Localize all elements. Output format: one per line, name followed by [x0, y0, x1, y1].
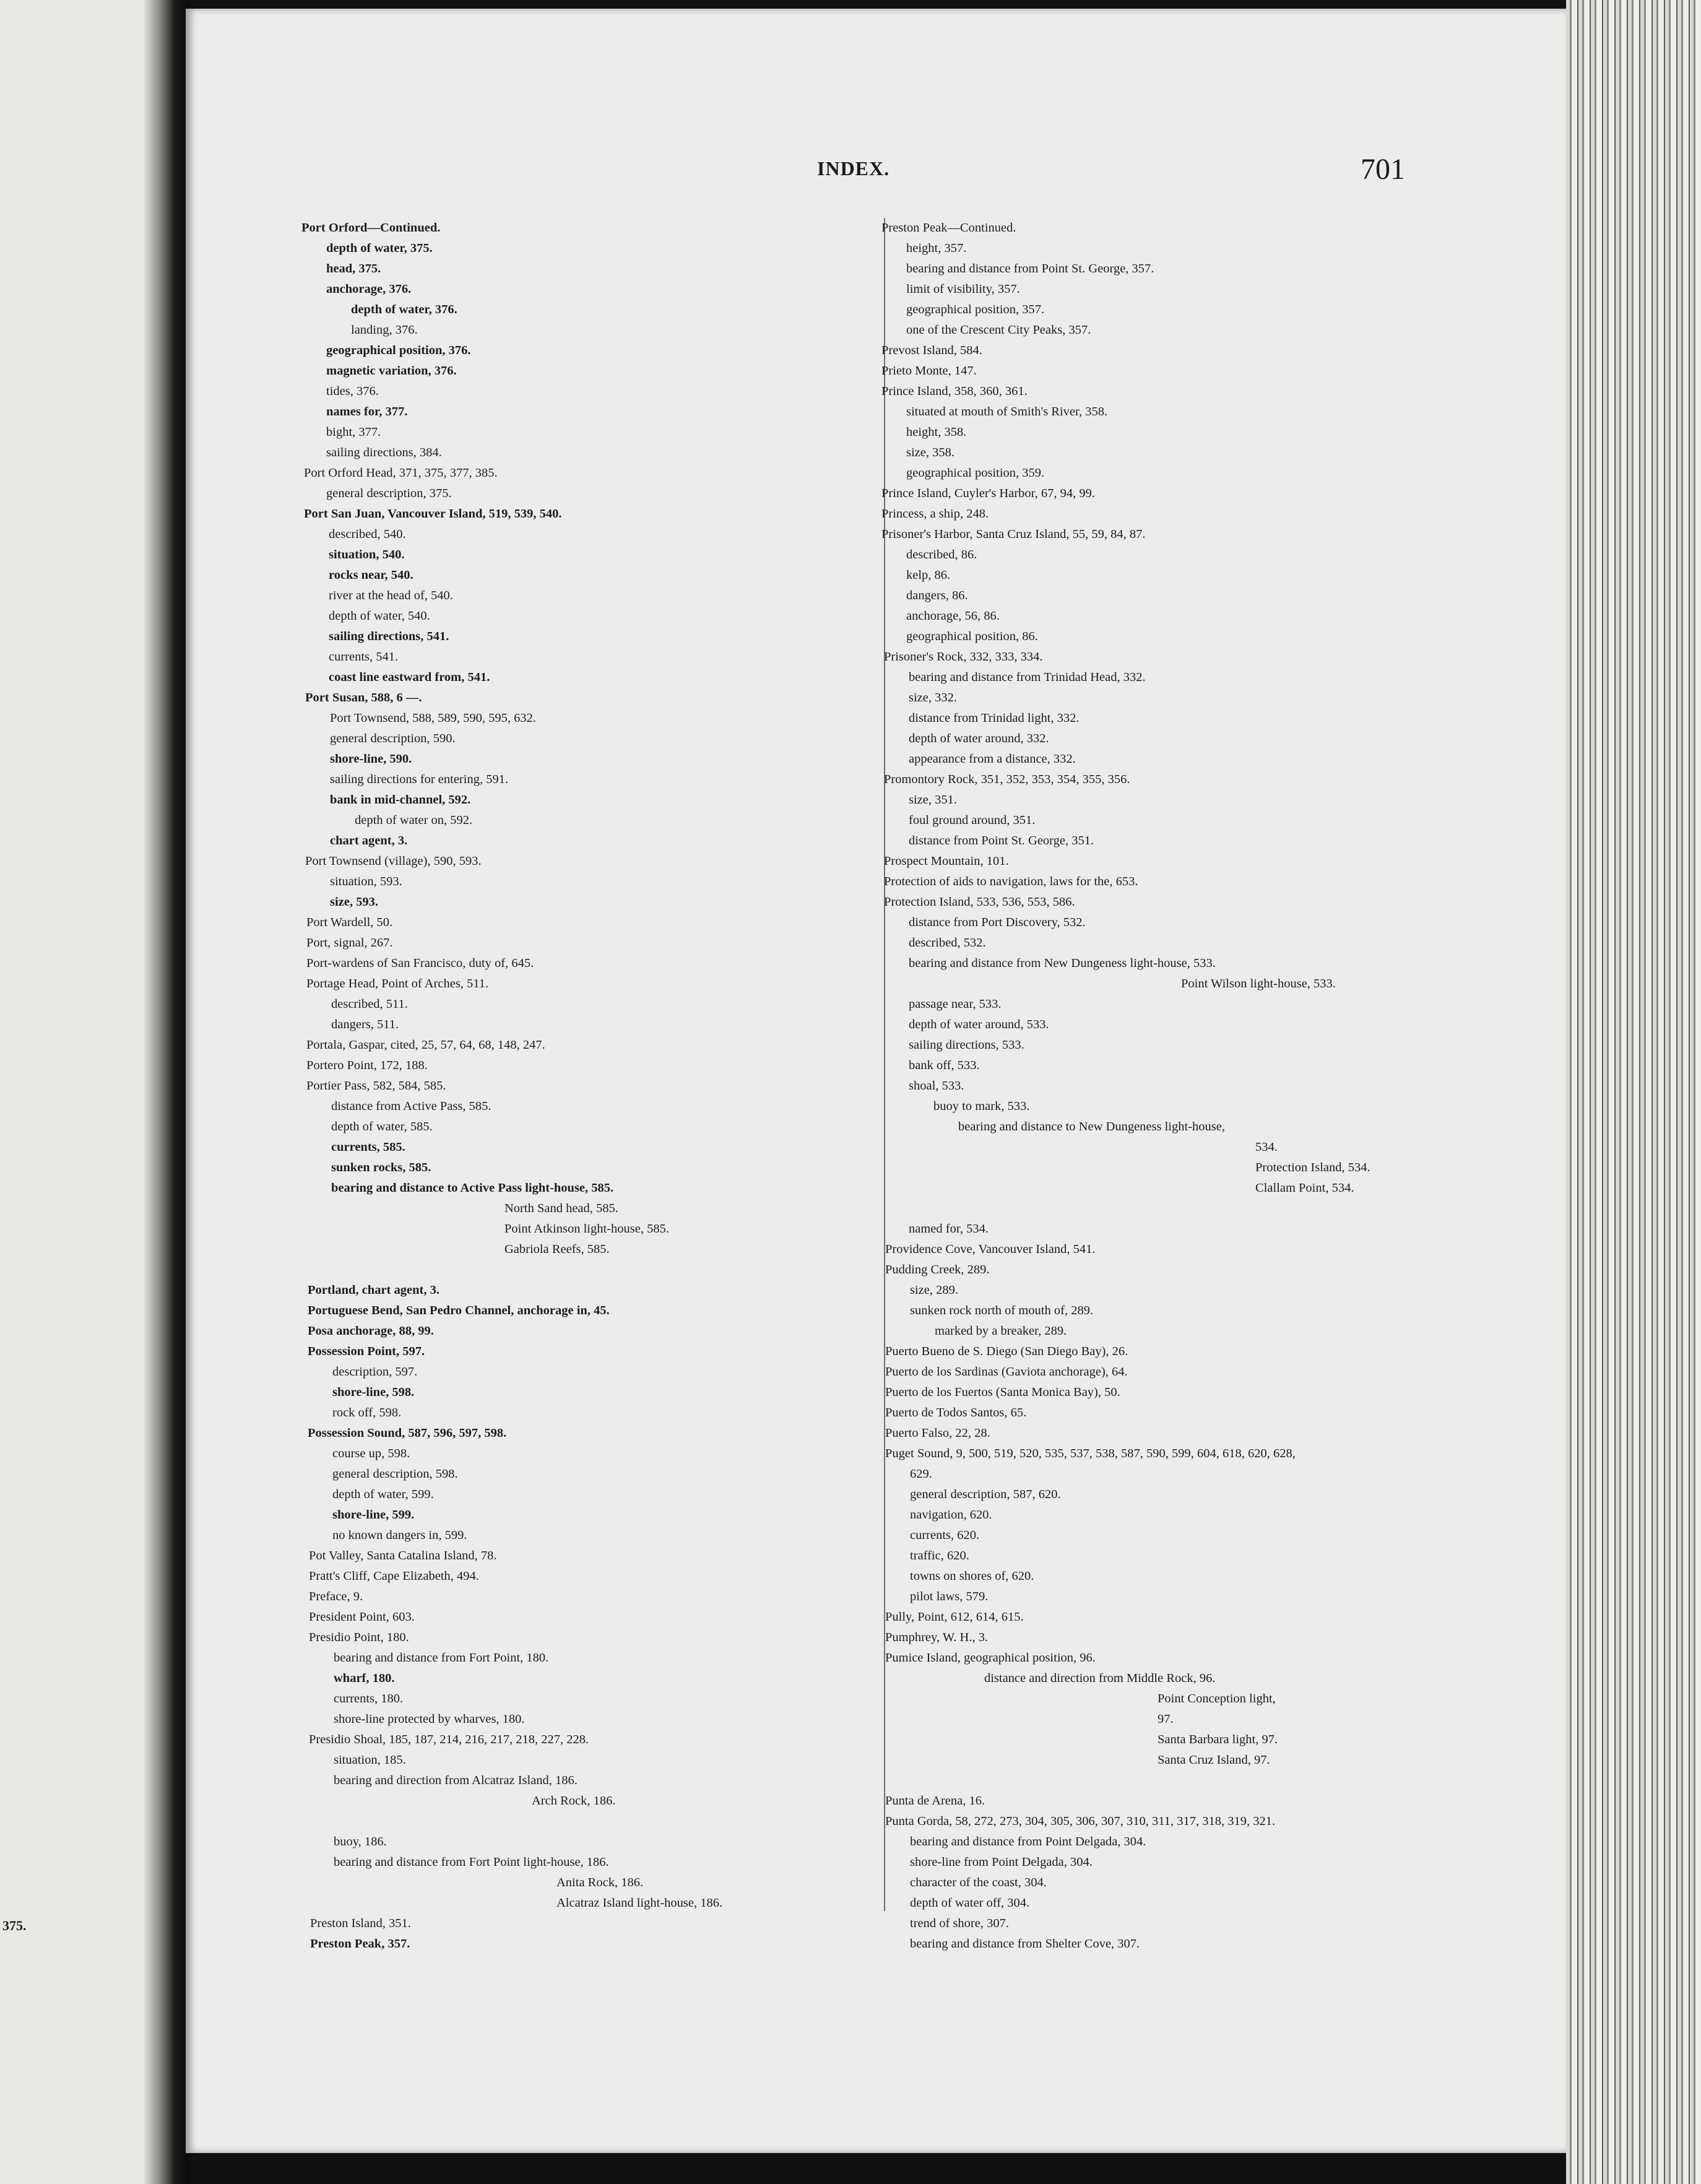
index-entry: pilot laws, 579.: [910, 1590, 989, 1603]
index-entry: appearance from a distance, 332.: [909, 752, 1076, 766]
index-entry: depth of water, 585.: [331, 1120, 433, 1133]
index-entry: Arch Rock, 186.: [532, 1794, 616, 1808]
index-entry: sailing directions, 384.: [326, 446, 442, 459]
index-entry: bearing and distance from Fort Point, 180.: [334, 1651, 549, 1665]
index-entry: shore-line from Point Delgada, 304.: [910, 1855, 1093, 1869]
index-entry: size, 593.: [330, 895, 378, 909]
index-entry: depth of water on, 592.: [355, 813, 473, 827]
index-entry: Pumice Island, geographical position, 96.: [885, 1651, 1096, 1665]
index-entry: chart agent, 3.: [330, 834, 408, 847]
index-entry: size, 332.: [909, 691, 957, 704]
index-entry: 629.: [910, 1467, 932, 1481]
index-spacer: [301, 1811, 982, 1832]
index-entry: Pully, Point, 612, 614, 615.: [885, 1610, 1024, 1624]
index-entry: river at the head of, 540.: [329, 589, 453, 602]
index-entry: sailing directions for entering, 591.: [330, 773, 509, 786]
index-entry: Puerto de los Fuertos (Santa Monica Bay), 50.: [885, 1385, 1120, 1399]
index-entry: Preface, 9.: [309, 1590, 363, 1603]
index-entry: Anita Rock, 186.: [556, 1876, 644, 1889]
index-entry: Presidio Point, 180.: [309, 1631, 409, 1644]
index-entry: no known dangers in, 599.: [332, 1528, 467, 1542]
index-entry: Port Orford Head, 371, 375, 377, 385.: [304, 466, 498, 480]
index-entry: Prisoner's Harbor, Santa Cruz Island, 55, 59, 84, 87.: [881, 527, 1146, 541]
index-entry: distance from Point St. George, 351.: [909, 834, 1094, 847]
index-entry: kelp, 86.: [906, 568, 951, 582]
index-column-left: [301, 218, 982, 1954]
index-entry: bearing and distance from Point St. George, 357.: [906, 262, 1154, 275]
index-entry: coast line eastward from, 541.: [329, 670, 490, 684]
index-entry: size, 358.: [906, 446, 954, 459]
index-entry: Puerto Bueno de S. Diego (San Diego Bay), 26.: [885, 1345, 1128, 1358]
index-entry: Prevost Island, 584.: [881, 344, 982, 357]
index-entry: named for, 534.: [909, 1222, 989, 1236]
index-entry: Port Wardell, 50.: [306, 916, 393, 929]
index-entry: bearing and distance from New Dungeness light-house, 533.: [909, 956, 1216, 970]
index-entry: Port, signal, 267.: [306, 936, 393, 950]
index-entry: bearing and distance from Fort Point light-house, 186.: [334, 1855, 609, 1869]
index-entry: head, 375.: [326, 262, 381, 275]
index-entry: Gabriola Reefs, 585.: [504, 1242, 610, 1256]
index-entry: sunken rock north of mouth of, 289.: [910, 1304, 1094, 1317]
index-entry: depth of water, 599.: [332, 1488, 434, 1501]
index-entry: Presidio Shoal, 185, 187, 214, 216, 217, 218, 227, 228.: [309, 1733, 589, 1746]
index-spacer: [881, 1198, 1562, 1219]
index-entry: description, 597.: [332, 1365, 418, 1379]
index-entry: bearing and distance from Trinidad Head, 332.: [909, 670, 1146, 684]
index-entry: distance from Port Discovery, 532.: [909, 916, 1086, 929]
index-entry: Alcatraz Island light-house, 186.: [556, 1896, 723, 1910]
page-edges: [1566, 0, 1701, 2184]
index-entry: Pudding Creek, 289.: [885, 1263, 990, 1276]
index-entry: distance from Active Pass, 585.: [331, 1099, 491, 1113]
index-entry: described, 532.: [909, 936, 986, 950]
index-entry: bearing and distance to New Dungeness light-house,: [958, 1120, 1225, 1133]
index-entry: general description, 587, 620.: [910, 1488, 1061, 1501]
index-entry: character of the coast, 304.: [910, 1876, 1047, 1889]
index-entry: rocks near, 540.: [329, 568, 413, 582]
index-entry: Santa Barbara light, 97.: [1158, 1733, 1278, 1746]
index-entry: depth of water around, 332.: [909, 732, 1049, 745]
index-entry: situation, 593.: [330, 875, 402, 888]
index-entry: Portage Head, Point of Arches, 511.: [306, 977, 489, 990]
index-page: [186, 9, 1566, 2153]
index-entry: Puerto Falso, 22, 28.: [885, 1426, 990, 1440]
index-entry: Pratt's Cliff, Cape Elizabeth, 494.: [309, 1569, 479, 1583]
index-entry: Prince Island, Cuyler's Harbor, 67, 94, 99.: [881, 487, 1096, 500]
index-entry: Protection Island, 533, 536, 553, 586.: [884, 895, 1075, 909]
previous-page-fragment: 375.: [2, 1918, 27, 1933]
index-entry: President Point, 603.: [309, 1610, 415, 1624]
index-entry: marked by a breaker, 289.: [935, 1324, 1067, 1338]
index-entry: general description, 590.: [330, 732, 456, 745]
index-column-right: [881, 218, 1562, 1954]
index-entry: wharf, 180.: [334, 1671, 395, 1685]
index-entry: situation, 540.: [329, 548, 405, 561]
index-entry: currents, 541.: [329, 650, 399, 664]
index-entry: Posa anchorage, 88, 99.: [308, 1324, 434, 1338]
index-entry: shoal, 533.: [909, 1079, 964, 1093]
index-entry: height, 358.: [906, 425, 967, 439]
index-entry: described, 86.: [906, 548, 977, 561]
index-entry: Prieto Monte, 147.: [881, 364, 977, 378]
index-entry: depth of water off, 304.: [910, 1896, 1030, 1910]
index-entry: Puget Sound, 9, 500, 519, 520, 535, 537, 538, 587, 590, 599, 604, 618, 620, 628,: [885, 1447, 1296, 1460]
index-entry: Preston Peak—Continued.: [881, 221, 1016, 235]
index-entry: sunken rocks, 585.: [331, 1161, 431, 1174]
index-entry: bearing and direction from Alcatraz Island, 186.: [334, 1774, 578, 1787]
index-entry: geographical position, 357.: [906, 303, 1045, 316]
index-entry: landing, 376.: [351, 323, 418, 337]
index-entry: 534.: [1255, 1140, 1278, 1154]
index-entry: depth of water around, 533.: [909, 1018, 1049, 1031]
index-entry: magnetic variation, 376.: [326, 364, 457, 378]
index-entry: passage near, 533.: [909, 997, 1002, 1011]
index-entry: navigation, 620.: [910, 1508, 992, 1522]
index-entry: Prisoner's Rock, 332, 333, 334.: [884, 650, 1043, 664]
index-entry: anchorage, 376.: [326, 282, 412, 296]
index-entry: Preston Island, 351.: [310, 1917, 411, 1930]
book-gutter: [144, 0, 188, 2184]
index-entry: Port Townsend, 588, 589, 590, 595, 632.: [330, 711, 537, 725]
previous-page-edge: [0, 0, 144, 2184]
index-entry: Protection Island, 534.: [1255, 1161, 1370, 1174]
index-entry: Puerto de los Sardinas (Gaviota anchorage), 64.: [885, 1365, 1128, 1379]
index-entry: shore-line protected by wharves, 180.: [334, 1712, 525, 1726]
index-entry: tides, 376.: [326, 384, 379, 398]
index-entry: Princess, a ship, 248.: [881, 507, 989, 521]
index-entry: Portier Pass, 582, 584, 585.: [306, 1079, 446, 1093]
index-entry: anchorage, 56, 86.: [906, 609, 1000, 623]
index-entry: bearing and distance from Point Delgada, 304.: [910, 1835, 1146, 1848]
index-entry: trend of shore, 307.: [910, 1917, 1009, 1930]
index-entry: Port Orford—Continued.: [301, 221, 441, 235]
index-entry: Santa Cruz Island, 97.: [1158, 1753, 1270, 1767]
index-entry: currents, 620.: [910, 1528, 980, 1542]
index-entry: size, 351.: [909, 793, 957, 807]
index-entry: towns on shores of, 620.: [910, 1569, 1034, 1583]
index-entry: Protection of aids to navigation, laws for the, 653.: [884, 875, 1138, 888]
index-entry: depth of water, 376.: [351, 303, 457, 316]
index-entry: currents, 180.: [334, 1692, 404, 1705]
index-entry: distance and direction from Middle Rock, 96.: [984, 1671, 1216, 1685]
index-entry: shore-line, 590.: [330, 752, 412, 766]
index-entry: rock off, 598.: [332, 1406, 402, 1419]
index-entry: North Sand head, 585.: [504, 1202, 618, 1215]
index-entry: Possession Sound, 587, 596, 597, 598.: [308, 1426, 507, 1440]
index-entry: Portland, chart agent, 3.: [308, 1283, 439, 1297]
index-entry: Clallam Point, 534.: [1255, 1181, 1354, 1195]
index-entry: Preston Peak, 357.: [310, 1937, 410, 1951]
index-entry: traffic, 620.: [910, 1549, 969, 1562]
index-entry: Providence Cove, Vancouver Island, 541.: [885, 1242, 1096, 1256]
index-entry: Portala, Gaspar, cited, 25, 57, 64, 68, 148, 247.: [306, 1038, 545, 1052]
index-entry: Promontory Rock, 351, 352, 353, 354, 355, 356.: [884, 773, 1130, 786]
index-entry: Point Wilson light-house, 533.: [1181, 977, 1336, 990]
index-entry: 97.: [1158, 1712, 1174, 1726]
index-entry: one of the Crescent City Peaks, 357.: [906, 323, 1091, 337]
index-entry: described, 511.: [331, 997, 408, 1011]
index-entry: geographical position, 376.: [326, 344, 471, 357]
index-entry: Port-wardens of San Francisco, duty of, 645.: [306, 956, 534, 970]
index-entry: bank off, 533.: [909, 1059, 980, 1072]
index-entry: depth of water, 540.: [329, 609, 430, 623]
index-entry: situation, 185.: [334, 1753, 406, 1767]
index-entry: Pumphrey, W. H., 3.: [885, 1631, 989, 1644]
index-entry: Point Conception light,: [1158, 1692, 1276, 1705]
running-head: INDEX.: [817, 157, 890, 180]
index-entry: buoy to mark, 533.: [933, 1099, 1030, 1113]
index-entry: Punta Gorda, 58, 272, 273, 304, 305, 306, 307, 310, 311, 317, 318, 319, 321.: [885, 1814, 1276, 1828]
index-entry: Port Townsend (village), 590, 593.: [305, 854, 482, 868]
index-entry: Portuguese Bend, San Pedro Channel, anchorage in, 45.: [308, 1304, 610, 1317]
index-entry: course up, 598.: [332, 1447, 410, 1460]
index-entry: shore-line, 598.: [332, 1385, 415, 1399]
index-entry: bearing and distance from Shelter Cove, 307.: [910, 1937, 1140, 1951]
index-spacer: [881, 1770, 1562, 1791]
index-entry: Possession Point, 597.: [308, 1345, 425, 1358]
index-entry: depth of water, 375.: [326, 241, 433, 255]
index-entry: buoy, 186.: [334, 1835, 387, 1848]
index-entry: sailing directions, 533.: [909, 1038, 1024, 1052]
index-entry: names for, 377.: [326, 405, 408, 418]
index-entry: Point Atkinson light-house, 585.: [504, 1222, 669, 1236]
index-entry: bank in mid-channel, 592.: [330, 793, 471, 807]
index-entry: currents, 585.: [331, 1140, 405, 1154]
index-entry: shore-line, 599.: [332, 1508, 415, 1522]
index-entry: Port Susan, 588, 6 —.: [305, 691, 422, 704]
index-entry: described, 540.: [329, 527, 406, 541]
index-entry: Prince Island, 358, 360, 361.: [881, 384, 1028, 398]
index-entry: sailing directions, 541.: [329, 630, 449, 643]
index-entry: bearing and distance to Active Pass light-house, 585.: [331, 1181, 614, 1195]
index-entry: foul ground around, 351.: [909, 813, 1036, 827]
index-entry: general description, 598.: [332, 1467, 458, 1481]
index-entry: geographical position, 86.: [906, 630, 1038, 643]
index-entry: size, 289.: [910, 1283, 958, 1297]
index-entry: distance from Trinidad light, 332.: [909, 711, 1080, 725]
index-entry: dangers, 86.: [906, 589, 968, 602]
index-entry: limit of visibility, 357.: [906, 282, 1020, 296]
index-entry: Punta de Arena, 16.: [885, 1794, 985, 1808]
index-entry: bight, 377.: [326, 425, 381, 439]
index-entry: Portero Point, 172, 188.: [306, 1059, 428, 1072]
index-entry: general description, 375.: [326, 487, 452, 500]
index-spacer: [301, 1260, 982, 1280]
index-entry: Pot Valley, Santa Catalina Island, 78.: [309, 1549, 497, 1562]
index-entry: dangers, 511.: [331, 1018, 399, 1031]
page-number: 701: [1361, 153, 1405, 186]
index-entry: Puerto de Todos Santos, 65.: [885, 1406, 1027, 1419]
index-entry: geographical position, 359.: [906, 466, 1045, 480]
index-entry: height, 357.: [906, 241, 967, 255]
index-entry: situated at mouth of Smith's River, 358.: [906, 405, 1108, 418]
index-entry: Prospect Mountain, 101.: [884, 854, 1009, 868]
index-entry: Port San Juan, Vancouver Island, 519, 539, 540.: [304, 507, 562, 521]
